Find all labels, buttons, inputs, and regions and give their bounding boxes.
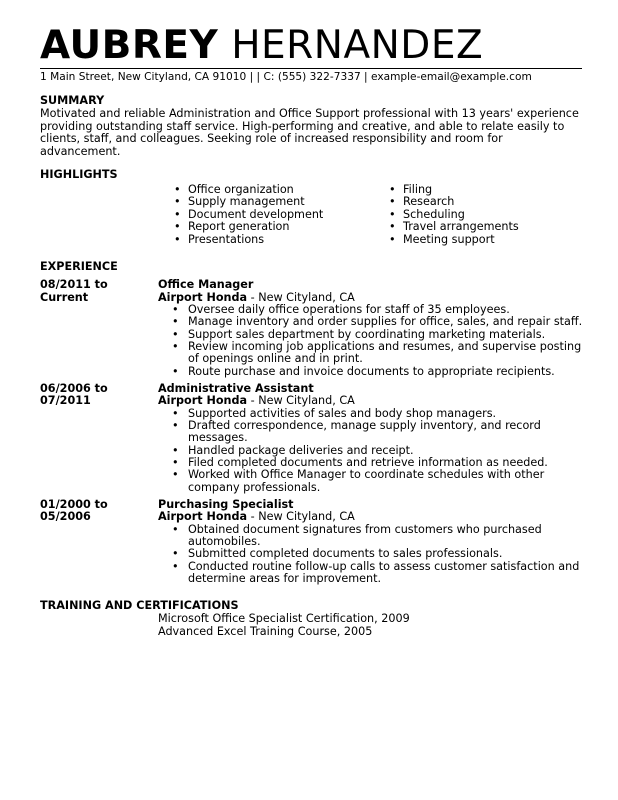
highlights-columns	[40, 182, 585, 246]
job-company-line	[158, 395, 585, 408]
highlight-item: • Meeting support	[389, 234, 519, 246]
highlights-left-list	[174, 184, 389, 246]
highlights-section	[40, 168, 585, 246]
experience-heading: EXPERIENCE	[40, 260, 118, 274]
header-rule	[40, 68, 582, 69]
highlight-item: • Report generation	[174, 221, 389, 233]
duty-item: • Supported activities of sales and body shop managers.	[158, 408, 585, 420]
highlight-item: • Scheduling	[389, 209, 519, 221]
company-location: - New Cityland, CA	[247, 290, 355, 304]
training-heading: TRAINING AND CERTIFICATIONS	[40, 599, 239, 613]
highlight-item: • Supply management	[174, 196, 389, 208]
last-name: HERNANDEZ	[231, 23, 484, 68]
company-name: Airport Honda	[158, 510, 248, 524]
duty-item: • Handled package deliveries and receipt.	[158, 445, 585, 457]
highlights-right-list	[389, 184, 519, 246]
highlight-item: • Presentations	[174, 234, 389, 246]
duty-item: • Review incoming job applications and resumes, and supervise posting of openings online and in print.	[158, 341, 585, 366]
job-dates: 08/2011 to Current	[40, 278, 108, 304]
training-section	[40, 599, 585, 638]
job-entry	[40, 279, 585, 378]
summary-text: Motivated and reliable Administration and Office Support professional with 13 years' experience providing outstanding staff service. High-performing and creative, and able to relate easily to clients, staff, and colleagues. Seeking role of increased responsibility and room for advancement.	[40, 107, 579, 158]
candidate-name	[40, 23, 585, 68]
experience-section	[40, 260, 585, 585]
job-dates: 06/2006 to 07/2011	[40, 381, 108, 408]
job-duties	[158, 524, 585, 585]
highlights-heading: HIGHLIGHTS	[40, 168, 118, 181]
duty-item: • Route purchase and invoice documents to appropriate recipients.	[158, 366, 585, 378]
company-location: - New Cityland, CA	[247, 510, 355, 524]
highlight-item: • Filing	[389, 184, 519, 196]
certification-item: Microsoft Office Specialist Certification, 2009	[158, 612, 410, 626]
job-body	[158, 499, 585, 585]
first-name: AUBREY	[40, 23, 219, 68]
company-location: - New Cityland, CA	[247, 394, 355, 408]
duty-item: • Submitted completed documents to sales professionals.	[158, 548, 585, 560]
job-title: Office Manager	[158, 278, 254, 292]
highlight-item: • Travel arrangements	[389, 221, 519, 233]
job-body	[158, 383, 585, 494]
company-name: Airport Honda	[158, 394, 248, 408]
contact-line: 1 Main Street, New Cityland, CA 91010 | | C: (555) 322-7337 | example-email@example.com	[40, 71, 532, 83]
highlight-item: • Office organization	[174, 184, 389, 196]
job-entry	[40, 383, 585, 494]
certification-list	[158, 613, 585, 638]
job-dates: 01/2000 to 05/2006	[40, 497, 108, 524]
certification-item: Advanced Excel Training Course, 2005	[158, 624, 373, 638]
duty-item: • Conducted routine follow-up calls to assess customer satisfaction and determine areas for improvement.	[158, 561, 585, 586]
company-name: Airport Honda	[158, 290, 248, 304]
duty-item: • Manage inventory and order supplies for office, sales, and repair staff.	[158, 316, 585, 328]
summary-heading: SUMMARY	[40, 94, 105, 107]
resume-page	[40, 23, 585, 638]
summary-section	[40, 94, 585, 158]
duty-item: • Worked with Office Manager to coordinate schedules with other company professionals.	[158, 469, 585, 494]
duty-item: • Obtained document signatures from customers who purchased automobiles.	[158, 524, 585, 549]
job-duties	[158, 408, 585, 494]
duty-item: • Filed completed documents and retrieve information as needed.	[158, 457, 585, 469]
job-duties	[158, 304, 585, 378]
job-entry	[40, 499, 585, 585]
job-body	[158, 279, 585, 378]
duty-item: • Support sales department by coordinating marketing materials.	[158, 329, 585, 341]
job-title: Purchasing Specialist	[158, 497, 294, 511]
duty-item: • Drafted correspondence, manage supply inventory, and record messages.	[158, 420, 585, 445]
highlight-item: • Research	[389, 196, 519, 208]
duty-item: • Oversee daily office operations for staff of 35 employees.	[158, 304, 585, 316]
highlight-item: • Document development	[174, 209, 389, 221]
job-title: Administrative Assistant	[158, 381, 314, 395]
